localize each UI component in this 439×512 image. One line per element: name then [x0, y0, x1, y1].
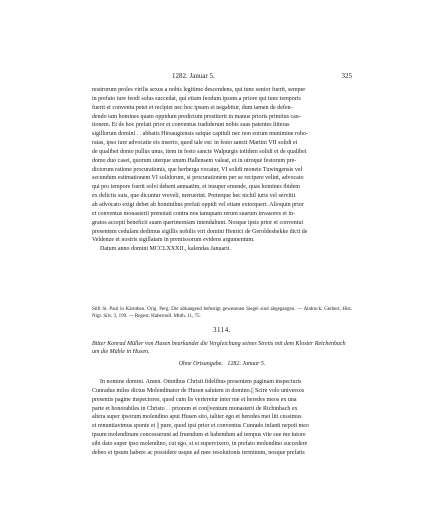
text-line: In nomine domini. Amen. Omnibus Christi fidelibus presentem paginam inspecturis — [100, 379, 302, 385]
text-line: ex delictis suis, que dicuntur vrevelі, meruerint. Preterque hec nichil iuris vel servitii — [92, 193, 296, 200]
text-line: parte et honorabiles in Christo . . priorem et con||ventum monasterii de Richinbach ex — [92, 405, 298, 412]
text-line: domo duo casei, quorum uterque unum Hallensem valeat, et in utroque festorum pre- — [92, 157, 297, 164]
text-line: dendo tam homines quam oppidum predictum prestiterit in manus prioris primitus cau- — [92, 113, 301, 120]
regest-summary: Bitter Konrad Müller von Husen beurkundet die Vergleichung seines Streits mit dem Kloster Reichenbach um die Mühle in Husen. — [92, 341, 346, 355]
text-line: tionem. Et de hoc prefati prior et conventus tradiderunt nobis suas patentes litteras — [92, 122, 290, 129]
document-meta — [92, 360, 352, 368]
text-line: altera super ipsorum molendino aput Husen sito, taliter ego et heredes mei liti cessimus — [92, 414, 302, 421]
text-line: in prefato iure feodi solus succedat, qui etiam feodum ipsum a priore qui tunc temporis — [92, 95, 301, 102]
text-line: qui pro tempore fuerit solvi debent annuatim, et insuper emende, quas homines ibidem — [92, 184, 300, 191]
text-line: de qualibet domo pullus unus, item in festo sancte Walpurgis totidem solidi et de qualibet — [92, 148, 307, 155]
text-line: presentem cedulam dedimus sigillis nobilis viri domini Henrici de Geroldeshekke dicti de — [92, 228, 308, 235]
text-line: Cunradus miles dictus Molendinator de Husen salutem in domino.|| Scire volo universos — [92, 387, 305, 394]
text-line: debeo et ipsum habere ac possidere usque ad mee resolutionis terminum, nosque prefatis — [92, 449, 305, 456]
text-line: fuerit et conventu petet et recipiet nec hoc ipsum ei negabitur, dum tamen de defen- — [92, 104, 293, 111]
text-line: sigillorum domini . . abbatis Hirsaugiensis suique capituli nec non eorum munimine robo- — [92, 131, 308, 138]
text-line: ratas, ipso iure advocatie eis inserto, quod tale est: in festo sancti Martini VII solidi et — [92, 140, 298, 147]
charter-text — [92, 378, 352, 458]
text-line: et conventus monasterii prenotati contra nos tamquam rerum suarum invasores et in- — [92, 210, 296, 217]
text-line: presentis pagine inspectores, quod cum lis verteretur inter me et heredes meos ex una — [92, 396, 297, 403]
text-line: ab advocato exigi debet ab hominibus prefati oppidi vel etiam extorqueri. Alioquin prior — [92, 201, 304, 208]
text-line: ipsum molendinum concesserunt ad fruendum et habendum ad tempus vite sue me tutore — [92, 432, 306, 439]
source-note: Stift St. Paul in Kärnthen. Orig. Perg. Die abhangend befestigt gewesenen Siegel sind abgegangen. — Abdruck: Gerbert, Hist. Nigr. Silv. 3, 199. — Regest: Habernoll. Mitth. 11, 75. — [92, 307, 352, 319]
text-line: secundum estimationem VI solidorum, si procurationem per se recipere velint, advocato — [92, 175, 304, 182]
document-number: 3114. — [213, 326, 231, 334]
text-line: dictorum ratione procurationis, que herberga vocatur, VI solidi monete Tuwingensis vel — [92, 166, 303, 173]
text-line: et renuntiavimus sponte et || pure, quod ipsi prior et conventus Cunrado infanti nepoti meo — [92, 423, 309, 430]
header-date: 1282. Januar 5. — [172, 72, 215, 80]
charter-text-continued — [92, 86, 352, 254]
text-line: sibi dato super ipso molendino, cui ego, si ei supervixero, in prefato molendino succedere — [92, 440, 308, 447]
text-line: Veldenze et nostris sigillatam in premissorum evidens argumentum. — [92, 237, 255, 244]
page-number: 325 — [341, 72, 352, 80]
dating-clause: Datum anno domini MCCLXXXII., kalendas Januarii. — [100, 246, 231, 253]
place-note: Ohne Ortsangabe. — [178, 361, 223, 367]
text-line: nostrorum proles virilis sexus a nobis legitime descendens, qui tunc senior fuerit, semper — [92, 87, 306, 93]
document-date: 1282. Januar 5. — [227, 361, 266, 367]
text-line: gratos accepti beneficii suam querimoniam intendabunt. Nosque ipsis prior et conventui — [92, 219, 304, 226]
